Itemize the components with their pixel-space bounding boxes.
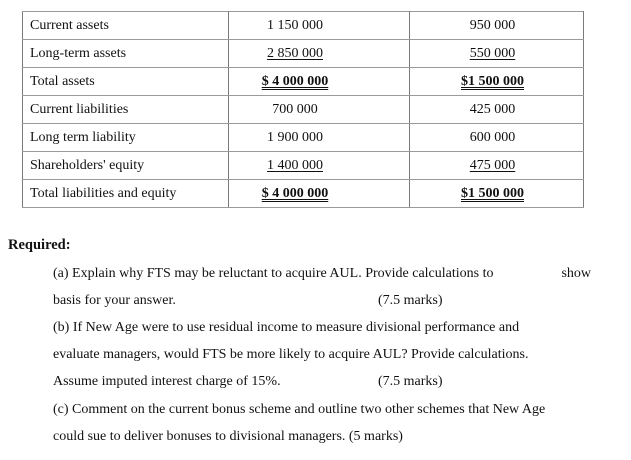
- column-b-cell: [410, 40, 584, 68]
- column-b-value: 600 000: [469, 129, 516, 145]
- column-b-cell: [410, 96, 584, 124]
- column-b-cell: [410, 152, 584, 180]
- question-b-line-1: [53, 314, 593, 341]
- question-a-line-2: [53, 287, 593, 314]
- column-a-value: 1 400 000: [267, 157, 323, 173]
- column-a-value: 1 900 000: [267, 129, 323, 145]
- column-b-value: $1 500 000: [461, 73, 524, 89]
- column-b-cell: [410, 124, 584, 152]
- question-b-line-2: [53, 341, 593, 368]
- table-row: [23, 96, 584, 124]
- question-c: [53, 396, 593, 450]
- column-b-value: $1 500 000: [461, 185, 524, 201]
- question-b: [53, 314, 593, 395]
- question-c-text-1: (c) Comment on the current bonus scheme and outline two other schemes that New Age: [53, 402, 546, 417]
- question-a-text-cont: basis for your answer.: [53, 293, 176, 308]
- column-b-cell: [410, 180, 584, 208]
- question-b-marks: (7.5 marks): [378, 374, 443, 389]
- question-c-line-1: [53, 396, 593, 423]
- column-b-value: 475 000: [469, 157, 516, 173]
- column-a-value: 1 150 000: [267, 17, 323, 33]
- row-label: Shareholders' equity: [23, 152, 229, 180]
- column-a-value: $ 4 000 000: [261, 73, 329, 89]
- row-label: Current assets: [23, 12, 229, 40]
- column-a-cell: [229, 68, 410, 96]
- column-b-cell: [410, 12, 584, 40]
- table-row: [23, 124, 584, 152]
- question-a-line-1: [53, 260, 593, 287]
- question-b-text-1: (b) If New Age were to use residual income to measure divisional performance and: [53, 320, 520, 335]
- question-a-marks: (7.5 marks): [378, 293, 443, 308]
- column-b-value: 550 000: [469, 45, 516, 61]
- table-row: [23, 12, 584, 40]
- table-row: [23, 40, 584, 68]
- question-a-text-end: show: [561, 266, 591, 281]
- table-row: [23, 68, 584, 96]
- question-a: [53, 260, 593, 314]
- table-row: [23, 152, 584, 180]
- row-label: Long term liability: [23, 124, 229, 152]
- balance-sheet-body: [23, 12, 584, 208]
- column-b-cell: [410, 68, 584, 96]
- row-label: Current liabilities: [23, 96, 229, 124]
- question-c-line-2: [53, 423, 593, 450]
- column-a-value: 2 850 000: [267, 45, 323, 61]
- column-a-cell: [229, 152, 410, 180]
- question-a-text: (a) Explain why FTS may be reluctant to acquire AUL. Provide calculations to: [53, 266, 494, 281]
- column-a-cell: [229, 12, 410, 40]
- column-a-value: $ 4 000 000: [261, 185, 329, 201]
- column-a-cell: [229, 40, 410, 68]
- balance-sheet-table: [22, 11, 584, 208]
- table-row: [23, 180, 584, 208]
- row-label: Total liabilities and equity: [23, 180, 229, 208]
- question-c-text-2: could sue to deliver bonuses to divisional managers. (5 marks): [53, 429, 403, 444]
- question-b-text-2: evaluate managers, would FTS be more likely to acquire AUL? Provide calculations.: [53, 347, 529, 362]
- column-b-value: 950 000: [469, 17, 516, 33]
- column-a-cell: [229, 180, 410, 208]
- row-label: Long-term assets: [23, 40, 229, 68]
- column-a-value: 700 000: [272, 101, 318, 117]
- column-a-cell: [229, 96, 410, 124]
- question-b-text-3: Assume imputed interest charge of 15%.: [53, 374, 281, 389]
- question-b-line-3: [53, 368, 593, 395]
- column-a-cell: [229, 124, 410, 152]
- required-heading: Required:: [8, 237, 71, 253]
- row-label: Total assets: [23, 68, 229, 96]
- column-b-value: 425 000: [469, 101, 516, 117]
